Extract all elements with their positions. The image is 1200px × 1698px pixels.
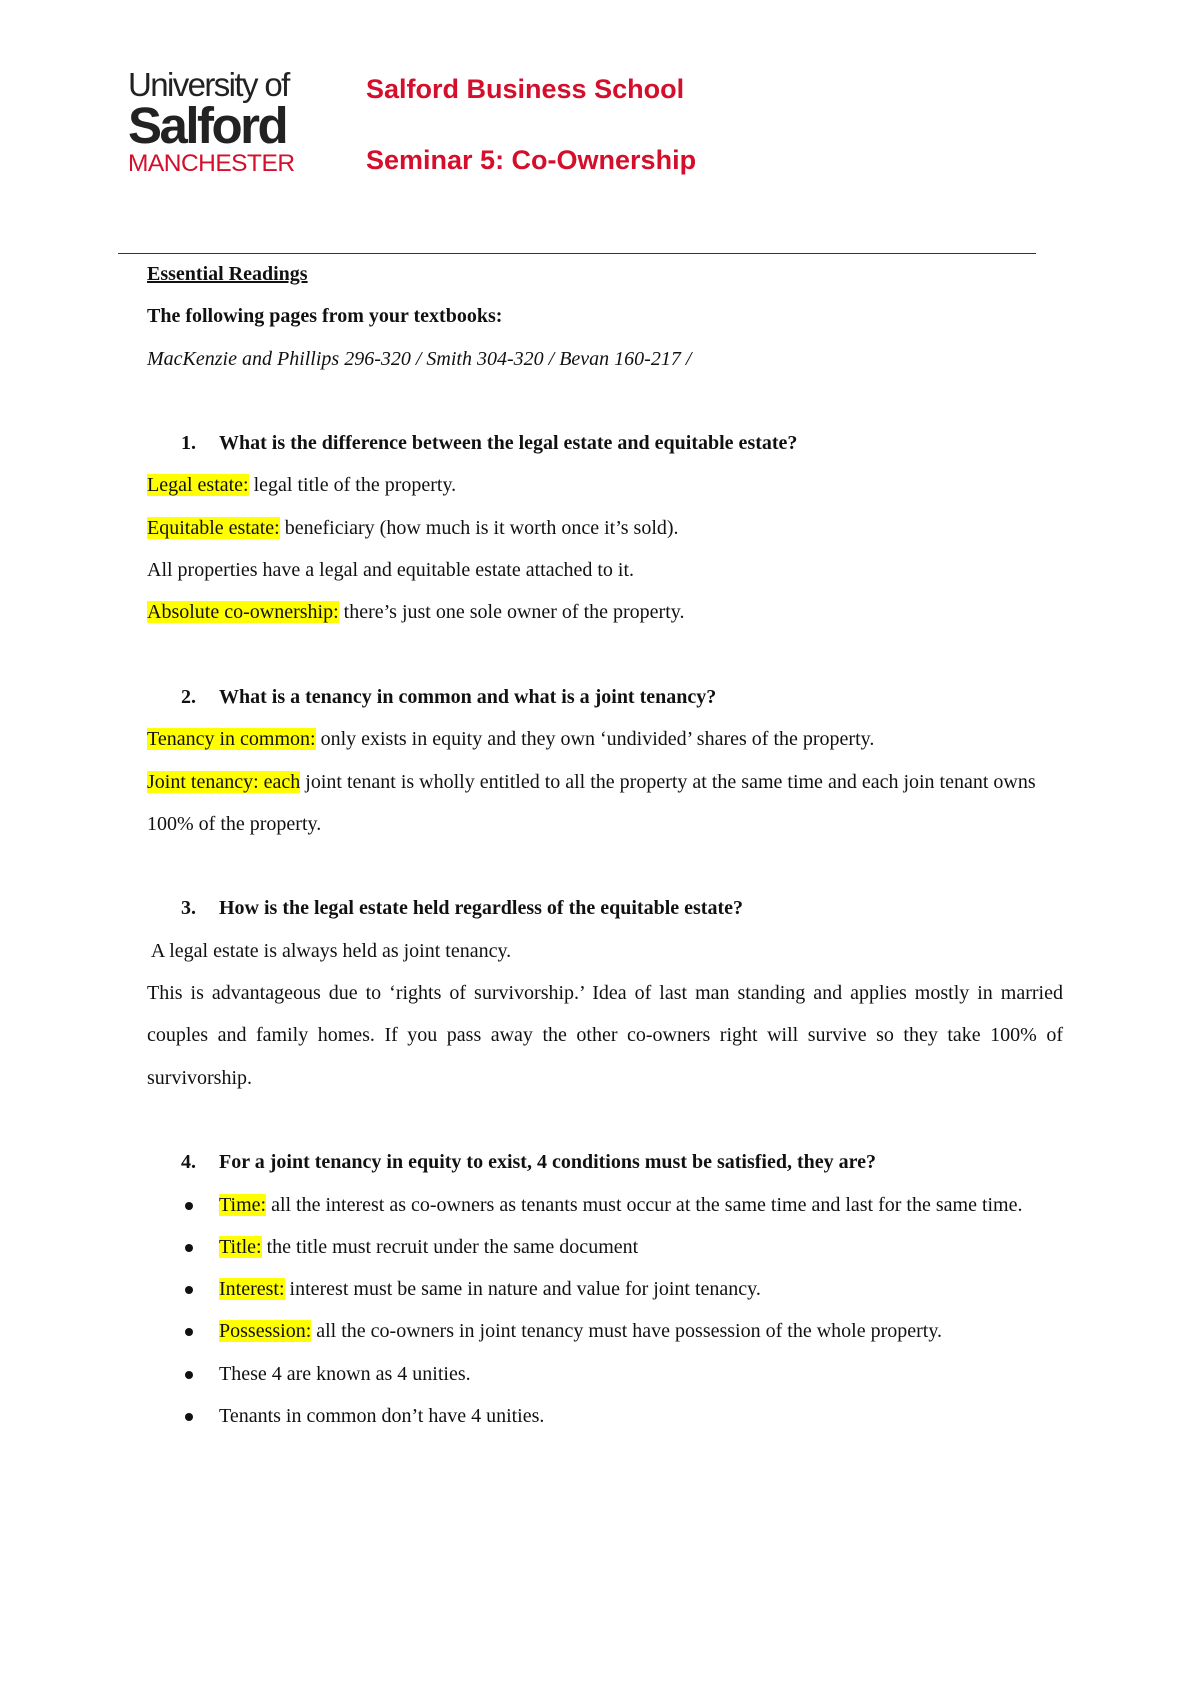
question-text: For a joint tenancy in equity to exist, 4 conditions must be satisfied, they are? xyxy=(219,1151,877,1174)
unity-text: These 4 are known as 4 unities. xyxy=(219,1362,471,1385)
question-3 xyxy=(147,887,1063,929)
list-item xyxy=(147,1395,1063,1437)
equitable-estate-text: beneficiary (how much is it worth once it’s sold). xyxy=(279,516,679,539)
list-item xyxy=(147,1226,1063,1268)
question-1 xyxy=(147,422,1063,464)
equitable-estate-label: Equitable estate: xyxy=(147,516,280,539)
bullet-icon xyxy=(185,1413,193,1421)
all-properties-line: All properties have a legal and equitable estate attached to it. xyxy=(147,559,635,582)
question-text: How is the legal estate held regardless of the equitable estate? xyxy=(219,897,743,920)
legal-estate-label: Legal estate: xyxy=(147,474,249,497)
unity-text: all the interest as co-owners as tenants must occur at the same time and last for the same time. xyxy=(266,1193,1023,1216)
joint-tenancy-text: joint tenant is wholly entitled to all the property at the same time and each join tenant owns 100% of the property. xyxy=(147,770,1036,835)
school-title: Salford Business School xyxy=(366,74,685,104)
question-number: 4. xyxy=(181,1151,196,1174)
document-body xyxy=(147,253,1063,1437)
legal-estate-held-line: A legal estate is always held as joint tenancy. xyxy=(147,939,512,962)
readings-intro: The following pages from your textbooks: xyxy=(147,305,503,328)
list-item xyxy=(147,1353,1063,1395)
list-item xyxy=(147,1268,1063,1310)
bullet-icon xyxy=(185,1244,193,1252)
question-4 xyxy=(147,1141,1063,1183)
unity-label: Title: xyxy=(219,1235,262,1258)
survivorship-paragraph: This is advantageous due to ‘rights of survivorship.’ Idea of last man standing and applies mostly in married couples and family homes. If you pass away the other co-owners right will survive so they take 100% of survivorship. xyxy=(147,982,1063,1089)
unity-label: Possession: xyxy=(219,1320,312,1343)
readings-references: MacKenzie and Phillips 296-320 / Smith 304-320 / Bevan 160-217 / xyxy=(147,347,692,370)
readings-heading: Essential Readings xyxy=(147,263,308,285)
unity-text: all the co-owners in joint tenancy must have possession of the whole property. xyxy=(311,1320,943,1343)
question-number: 2. xyxy=(181,685,196,708)
tenancy-in-common-line xyxy=(147,718,1063,760)
absolute-coownership-label: Absolute co-ownership: xyxy=(147,601,339,624)
spacer xyxy=(147,1099,1063,1141)
question-text: What is a tenancy in common and what is a joint tenancy? xyxy=(219,685,717,708)
absolute-coownership-text: there’s just one sole owner of the property. xyxy=(338,601,685,624)
unity-text: Tenants in common don’t have 4 unities. xyxy=(219,1405,545,1428)
logo-salford: Salford xyxy=(128,97,287,154)
spacer xyxy=(147,845,1063,887)
unity-text: the title must recruit under the same document xyxy=(261,1235,639,1258)
unity-label: Time: xyxy=(219,1193,267,1216)
spacer xyxy=(147,634,1063,676)
bullet-icon xyxy=(185,1286,193,1294)
logo-manchester: MANCHESTER xyxy=(128,150,295,177)
tenancy-in-common-label: Tenancy in common: xyxy=(147,728,316,751)
unity-label: Interest: xyxy=(219,1278,285,1301)
seminar-title: Seminar 5: Co-Ownership xyxy=(366,145,697,175)
bullet-icon xyxy=(185,1328,193,1336)
legal-estate-text: legal title of the property. xyxy=(248,474,457,497)
logo-university-of: University of xyxy=(128,66,289,103)
question-2 xyxy=(147,676,1063,718)
bullet-icon xyxy=(185,1202,193,1210)
absolute-coownership-line xyxy=(147,591,1063,633)
joint-tenancy-label: Joint tenancy: each xyxy=(147,770,301,793)
equitable-estate-line xyxy=(147,507,1063,549)
legal-estate-line xyxy=(147,464,1063,506)
question-number: 1. xyxy=(181,432,196,455)
question-text: What is the difference between the legal estate and equitable estate? xyxy=(219,432,798,455)
unities-list xyxy=(147,1184,1063,1438)
spacer xyxy=(147,380,1063,422)
bullet-icon xyxy=(185,1371,193,1379)
tenancy-in-common-text: only exists in equity and they own ‘undivided’ shares of the property. xyxy=(315,728,875,751)
unity-text: interest must be same in nature and value for joint tenancy. xyxy=(284,1278,761,1301)
list-item xyxy=(147,1310,1063,1352)
list-item xyxy=(147,1184,1063,1226)
question-number: 3. xyxy=(181,897,196,920)
university-logo xyxy=(128,68,328,177)
joint-tenancy-line xyxy=(147,761,1063,846)
